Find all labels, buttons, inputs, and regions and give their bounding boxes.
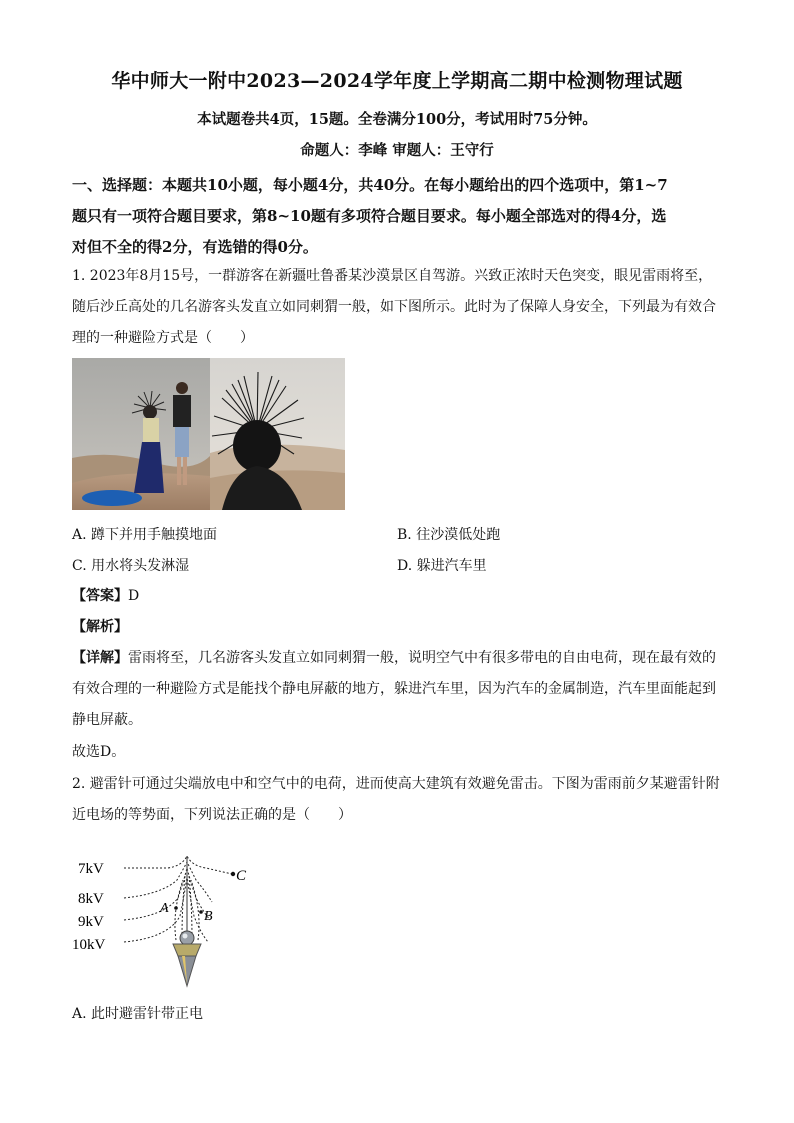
point-c-label: C (236, 868, 247, 884)
rod-base-top (173, 944, 201, 956)
q1-option-a: A. 蹲下并用手触摸地面 (72, 527, 218, 543)
label-9kv: 9kV (78, 914, 104, 930)
point-a-dot (174, 906, 178, 910)
section-line: 对但不全的得2分，有选错的得0分。 (72, 238, 318, 256)
rod-ball (180, 931, 194, 945)
exam-title: 华中师大一附中2023—2024学年度上学期高二期中检测物理试题 (111, 70, 683, 92)
exam-authors: 命题人：李峰 审题人：王守行 (300, 142, 494, 159)
point-b-label: B (204, 909, 213, 924)
question-line: 随后沙丘高处的几名游客头发直立如同刺猬一般，如下图所示。此时为了保障人身安全，下列最为有效合 (72, 299, 716, 315)
section-instructions (72, 170, 722, 263)
analysis-tag: 【解析】 (72, 619, 128, 635)
question-line: 理的一种避险方式是（ ） (72, 330, 254, 346)
point-b-dot (199, 910, 203, 914)
point-a-label: A (160, 901, 169, 916)
q1-answer (72, 581, 722, 612)
lightning-rod-diagram (72, 846, 262, 992)
rod-base-cone (178, 956, 196, 986)
q1-option-b: B. 往沙漠低处跑 (397, 527, 501, 543)
question-1-stem (72, 261, 722, 354)
q1-option-c: C. 用水将头发淋湿 (72, 558, 190, 574)
point-c-dot (231, 872, 235, 876)
q1-conclusion: 故选D。 (72, 744, 126, 760)
equipotential-svg (72, 846, 262, 992)
question-2-stem (72, 769, 722, 831)
label-8kv: 8kV (78, 891, 104, 907)
exam-subtitle: 本试题卷共4页，15题。全卷满分100分，考试用时75分钟。 (197, 111, 597, 128)
detail-line: 雷雨将至，几名游客头发直立如同刺猬一般，说明空气中有很多带电的自由电荷，现在最有效的 (128, 650, 716, 666)
desert-photo-illustration (72, 358, 345, 510)
question-line: 近电场的等势面，下列说法正确的是（ ） (72, 807, 352, 823)
answer-value: D (128, 588, 140, 604)
q2-option-a: A. 此时避雷针带正电 (72, 1006, 204, 1022)
q1-detail (72, 643, 722, 736)
detail-line: 静电屏蔽。 (72, 712, 142, 728)
q1-analysis (72, 612, 722, 643)
answer-tag: 【答案】 (72, 588, 128, 604)
section-line: 题只有一项符合题目要求，第8~10题有多项符合题目要求。每小题全部选对的得4分，选 (72, 207, 667, 225)
q1-option-d: D. 躲进汽车里 (397, 558, 487, 574)
section-line: 一、选择题：本题共10小题，每小题4分，共40分。在每小题给出的四个选项中，第1~7 (72, 176, 668, 194)
label-7kv: 7kV (78, 861, 104, 877)
detail-tag: 【详解】 (72, 650, 128, 666)
label-10kv: 10kV (72, 937, 106, 953)
question-line: 1. 2023年8月15号，一群游客在新疆吐鲁番某沙漠景区自驾游。兴致正浓时天色突变，眼见雷雨将至， (72, 268, 713, 284)
question-1-photo (72, 358, 345, 510)
detail-line: 有效合理的一种避险方式是能找个静电屏蔽的地方，躲进汽车里，因为汽车的金属制造，汽车里面能起到 (72, 681, 716, 697)
question-line: 2. 避雷针可通过尖端放电中和空气中的电荷，进而使高大建筑有效避免雷击。下图为雷雨前夕某避雷针附 (72, 776, 720, 792)
